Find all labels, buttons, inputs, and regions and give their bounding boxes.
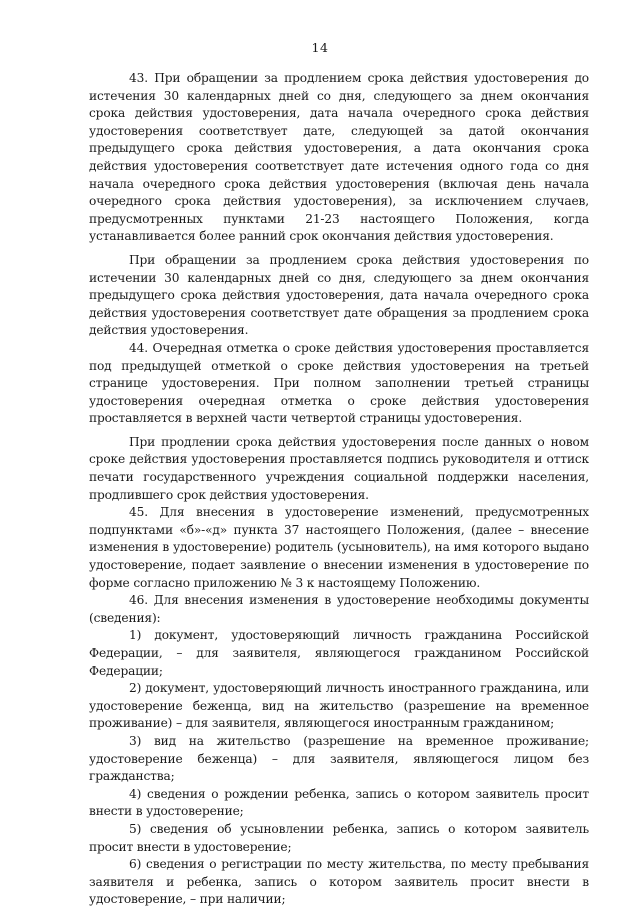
paragraph-45: 45. Для внесения в удостоверение изменений, предусмотренных подпунктами «б»-«д» пункта 37 настоящего Положения, (далее – внесение изменения в удостоверение) родитель (усыновитель), на имя которого выдано удостоверение, подает заявление о внесении изменения в удостоверение по форме согласно приложению № 3 к настоящему Положению. xyxy=(89,505,589,590)
page-number: 14 xyxy=(311,40,329,55)
list-item-3: 3) вид на жительство (разрешение на временное проживание; удостоверение беженца) – для заявителя, являющегося лицом без гражданства; xyxy=(89,733,589,784)
document-body xyxy=(89,70,589,909)
list-item-5: 5) сведения об усыновлении ребенка, запись о котором заявитель просит внести в удостоверение; xyxy=(89,821,589,854)
list-item-1: 1) документ, удостоверяющий личность гражданина Российской Федерации, – для заявителя, являющегося гражданином Российской Федерации; xyxy=(89,628,589,678)
paragraph-46: 46. Для внесения изменения в удостоверение необходимы документы (сведения): xyxy=(89,593,589,625)
list-item-6: 6) сведения о регистрации по месту жительства, по месту пребывания заявителя и ребенка, запись о котором заявитель просит внести в удостоверение, – при наличии; xyxy=(89,857,589,907)
list-item-4: 4) сведения о рождении ребенка, запись о котором заявитель просит внести в удостоверение; xyxy=(89,786,589,819)
paragraph-43: 43. При обращении за продлением срока действия удостоверения до истечения 30 календарных дней со дня, следующего за днем окончания срока действия удостоверения, дата начала очередного срока действия удостоверения соответствует дате, следующей за датой окончания предыдущего срока действия удостоверения, а дата окончания срока действия удостоверения соответствует дате истечения одного года со дня начала очередного срока действия удостоверения (включая день начала очередного срока действия удостоверения), за исключением случаев, предусмотренных пунктами 21-23 настоящего Положения, когда устанавливается более ранний срок окончания действия удостоверения. xyxy=(89,71,589,244)
paragraph-43-continued: При обращении за продлением срока действия удостоверения по истечении 30 календарных дней со дня, следующего за днем окончания предыдущего срока действия удостоверения, дата начала очередного срока действия удостоверения соответствует дате обращения за продлением срока действия удостоверения. xyxy=(89,252,589,338)
list-item-2: 2) документ, удостоверяющий личность иностранного гражданина, или удостоверение беженца, вид на жительство (разрешение на временное проживание) – для заявителя, являющегося иностранным гражданином; xyxy=(89,681,589,731)
paragraph-44-continued: При продлении срока действия удостоверения после данных о новом сроке действия удостоверения проставляется подпись руководителя и оттиск печати государственного учреждения социальной поддержки населения, продлившего срок действия удостоверения. xyxy=(89,434,589,502)
paragraph-44: 44. Очередная отметка о сроке действия удостоверения проставляется под предыдущей отметкой о сроке действия удостоверения на третьей странице удостоверения. При полном заполнении третьей страницы удостоверения очередная отметка о сроке действия удостоверения проставляется в верхней части четвертой страницы удостоверения. xyxy=(89,340,589,426)
